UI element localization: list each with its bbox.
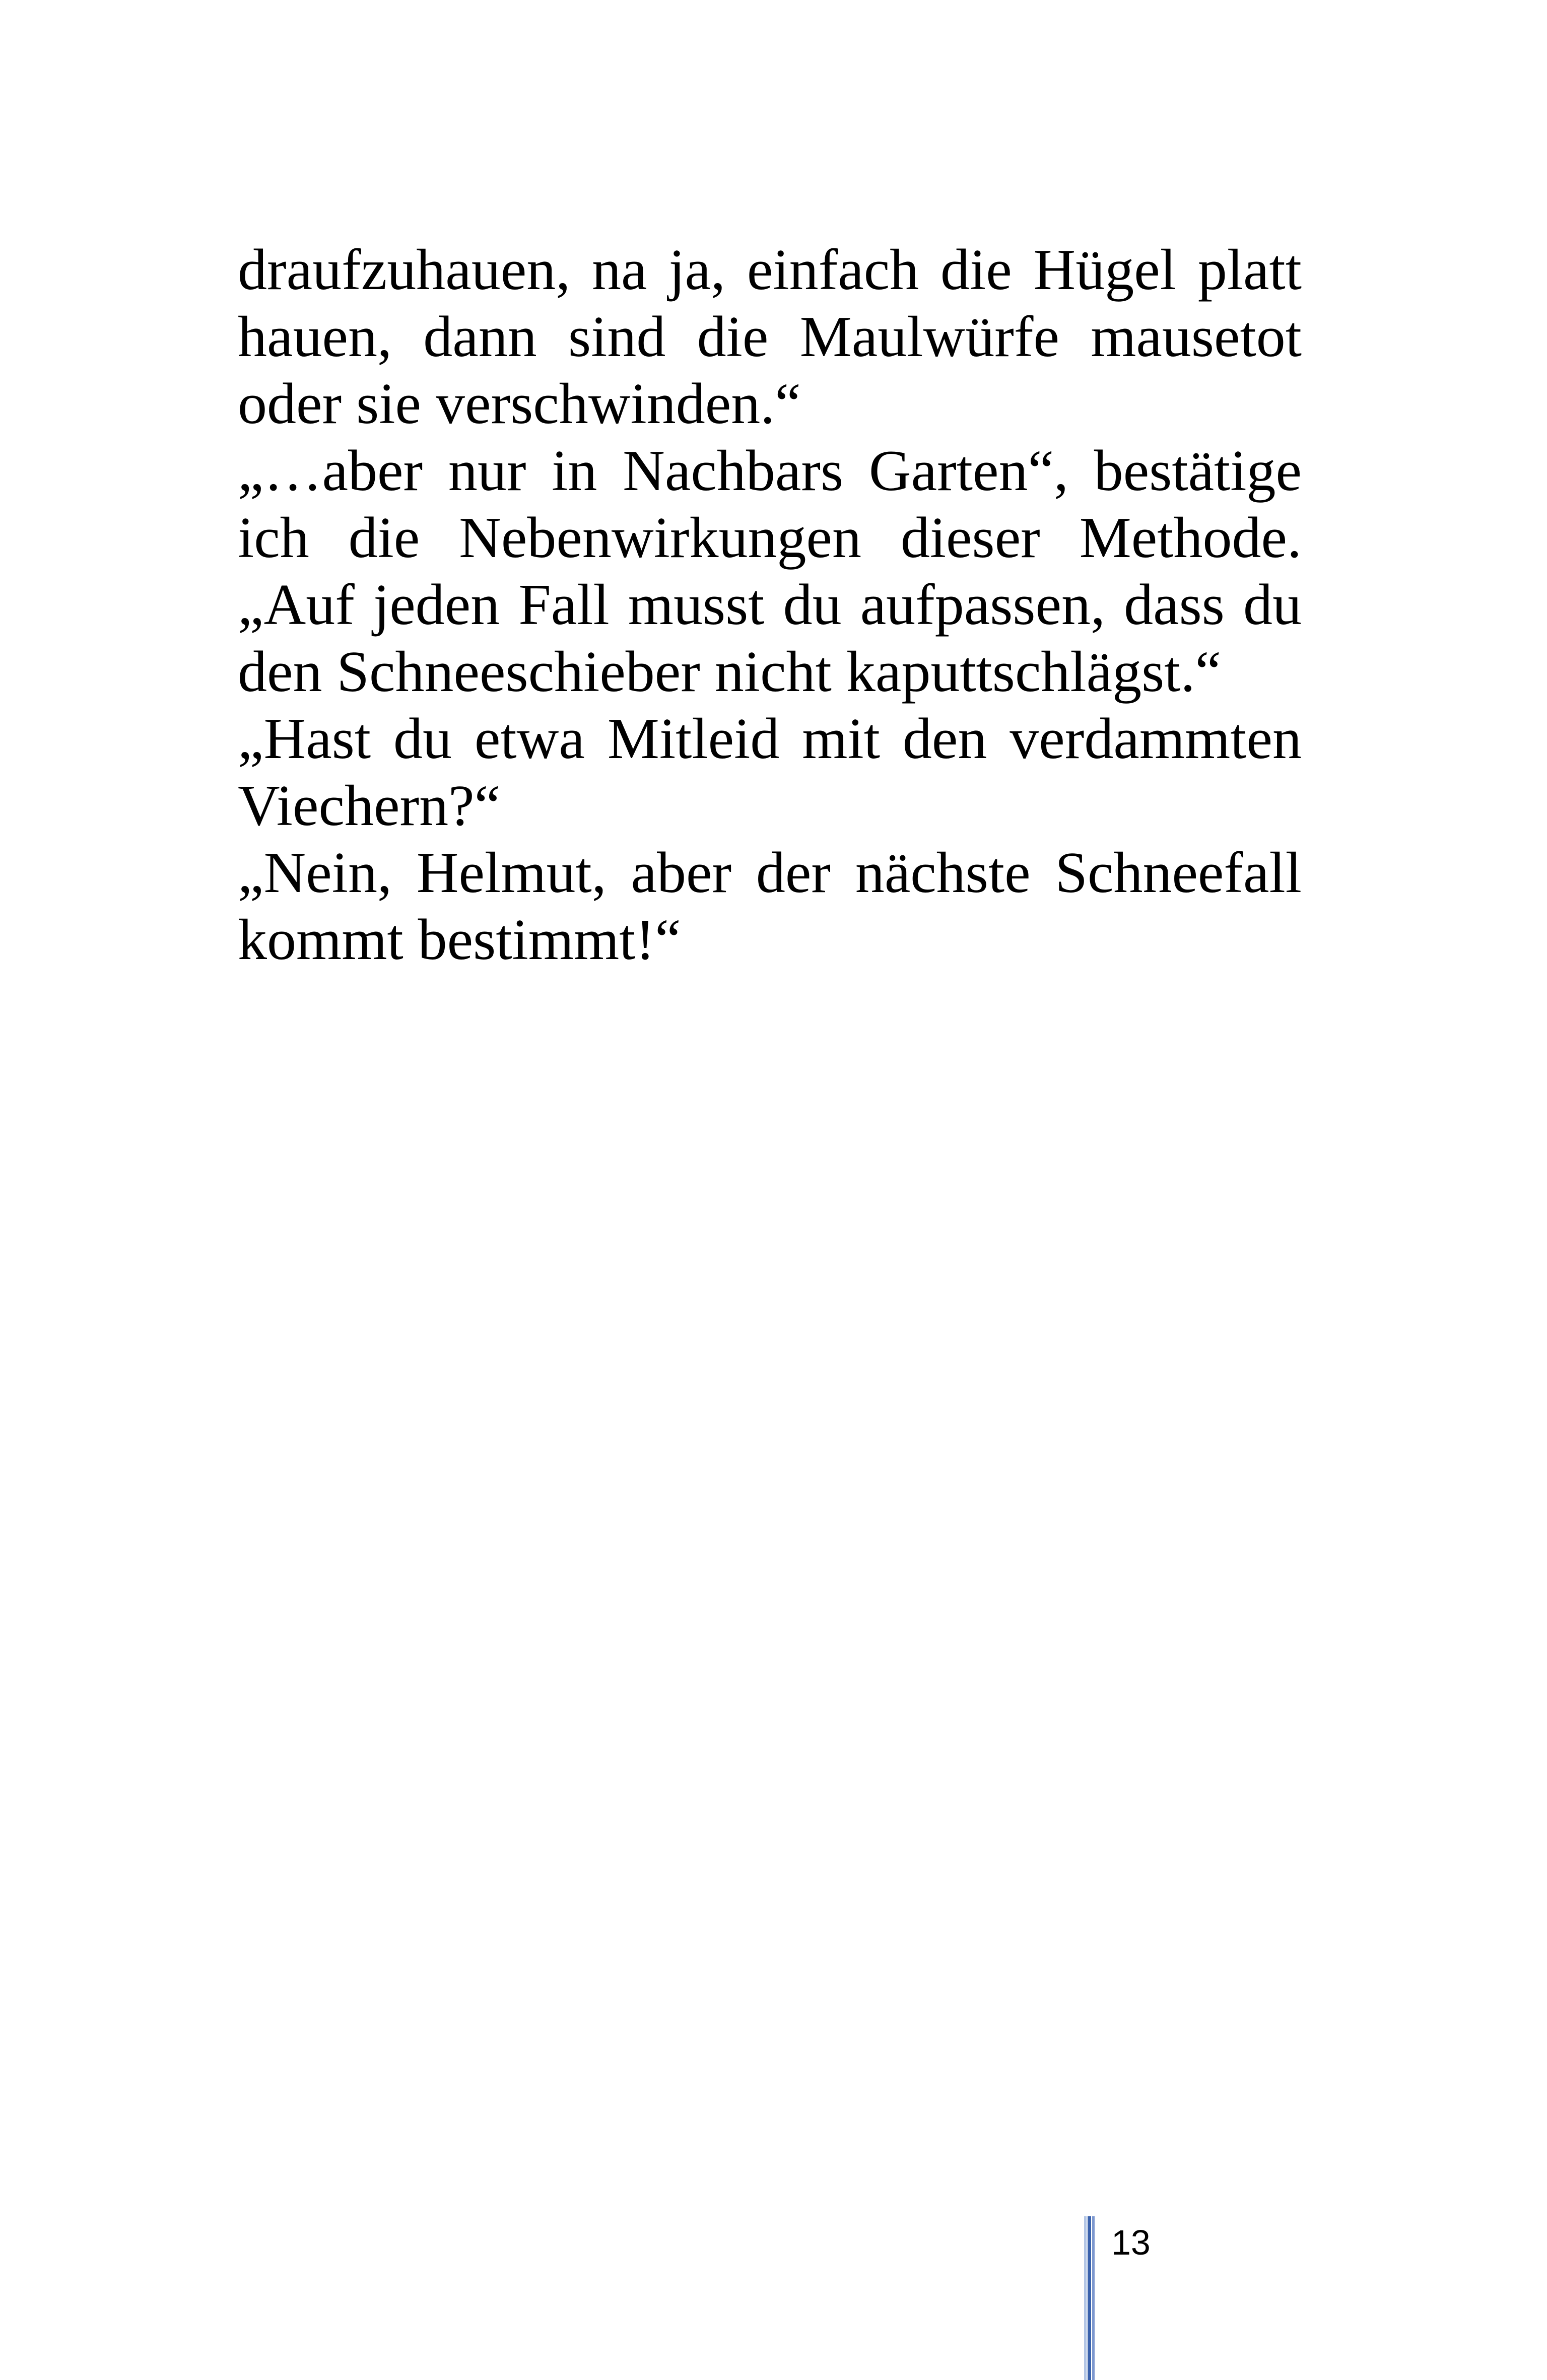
text-line: draufzuhauen, na ja, einfach die Hügel platt (238, 238, 1302, 302)
text-line: hauen, dann sind die Maulwürfe mausetot (238, 305, 1302, 369)
text-line: oder sie verschwinden.“ (238, 372, 801, 436)
text-line: ich die Nebenwirkungen dieser Methode. (238, 506, 1302, 570)
text-line: den Schneeschieber nicht kaputtschlägst.“ (238, 640, 1222, 704)
footer-rule-bar (1084, 2216, 1087, 2380)
text-line: „Hast du etwa Mitleid mit den verdammten (238, 707, 1302, 771)
text-line: Viechern?“ (238, 774, 501, 838)
text-line: „Auf jeden Fall musst du aufpassen, dass du (238, 573, 1302, 637)
text-line: kommt bestimmt!“ (238, 908, 681, 972)
text-line: „…aber nur in Nachbars Garten“, bestätige (238, 439, 1302, 503)
body-text (238, 237, 1302, 974)
footer-rule (1084, 2216, 1095, 2380)
text-line: „Nein, Helmut, aber der nächste Schneefall (238, 841, 1302, 905)
footer-rule-bar (1088, 2216, 1091, 2380)
page-number: 13 (1111, 2223, 1151, 2262)
footer-rule-bar (1092, 2216, 1095, 2380)
